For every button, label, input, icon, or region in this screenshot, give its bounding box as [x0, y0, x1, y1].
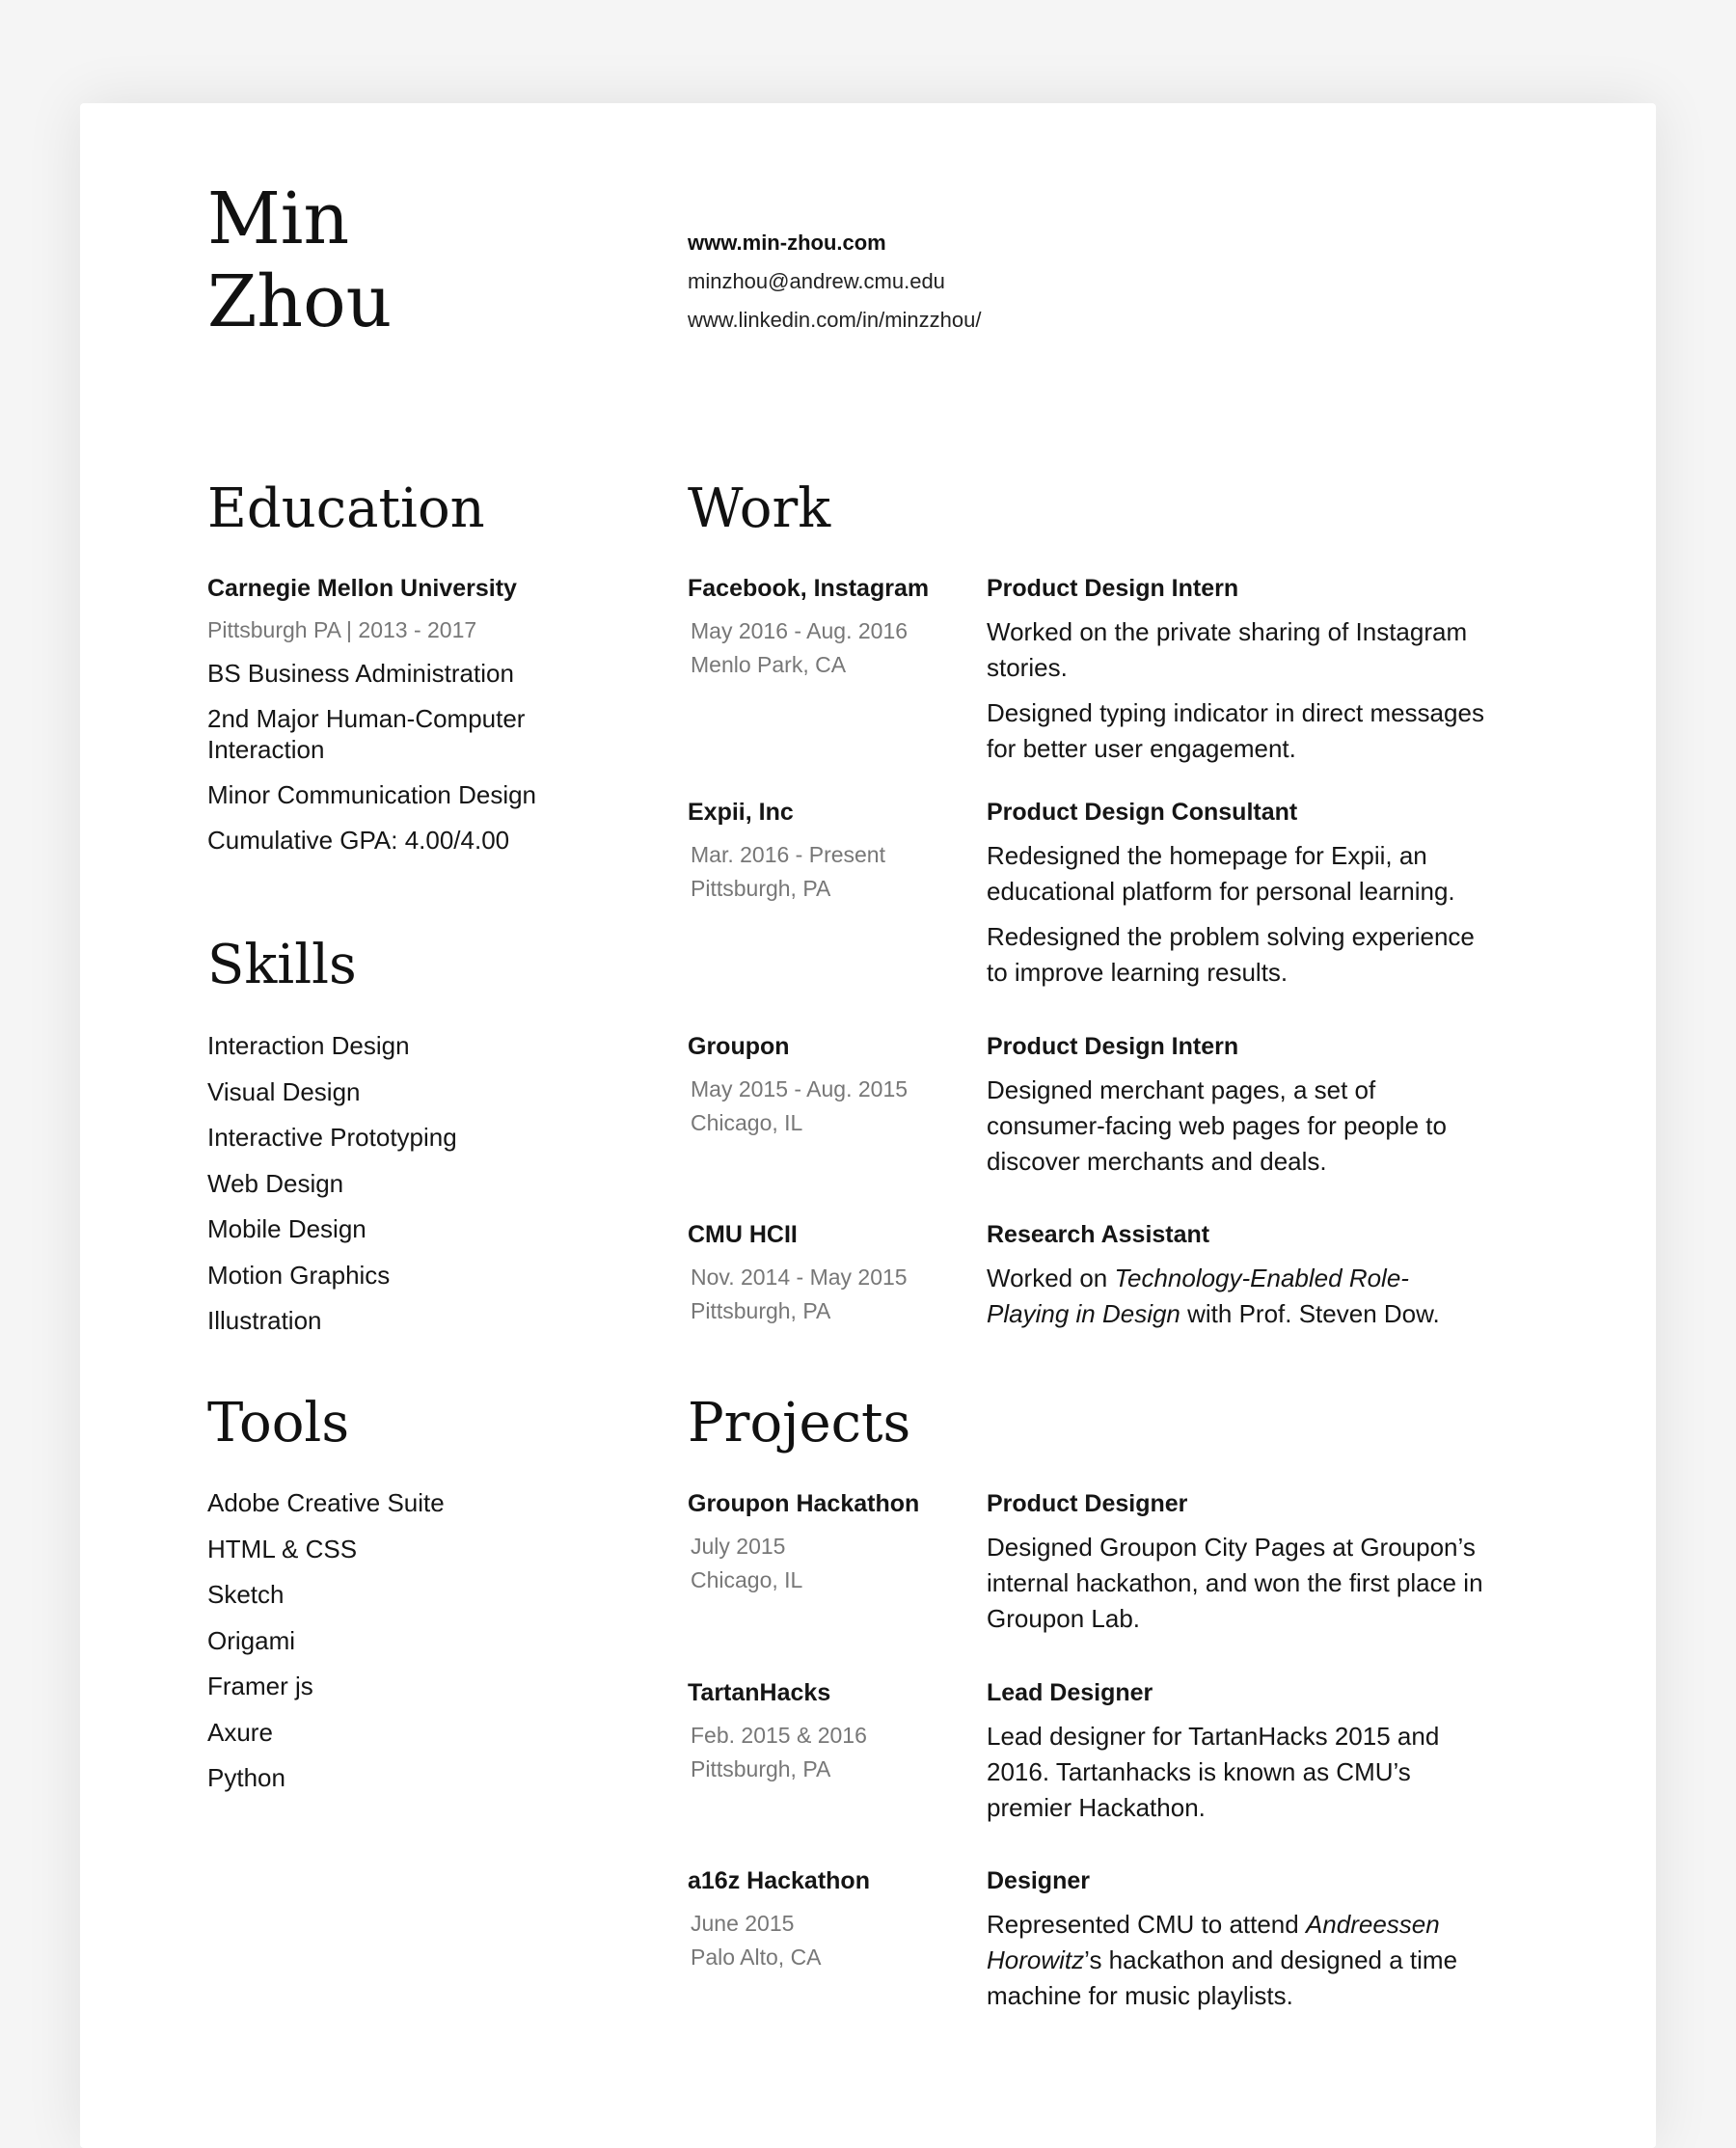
- project-entry: [688, 1863, 1498, 2014]
- work-description: Worked on the private sharing of Instagram stories.: [987, 617, 1468, 682]
- skill-item: Visual Design: [207, 1076, 361, 1106]
- project-role: Product Designer: [987, 1490, 1188, 1517]
- education-line: Minor Communication Design: [207, 780, 537, 809]
- work-description: Redesigned the problem solving experience to improve learning results.: [987, 922, 1475, 987]
- work-role: Product Design Consultant: [987, 799, 1298, 826]
- skill-item: Interaction Design: [207, 1031, 410, 1060]
- skill-item: Mobile Design: [207, 1214, 366, 1243]
- linkedin-link[interactable]: www.linkedin.com/in/minzzhou/: [688, 308, 982, 332]
- skill-item: Web Design: [207, 1168, 344, 1198]
- tool-item: Axure: [207, 1717, 273, 1747]
- tools-heading: Tools: [207, 1392, 350, 1455]
- work-section: [688, 571, 1498, 1332]
- last-name: Zhou: [207, 260, 393, 343]
- desc-text: Represented CMU to attend: [987, 1910, 1306, 1939]
- email-link[interactable]: minzhou@andrew.cmu.edu: [688, 269, 945, 293]
- desc-text: Worked on: [987, 1264, 1115, 1292]
- work-org: Expii, Inc: [688, 799, 794, 826]
- project-name: a16z Hackathon: [688, 1867, 870, 1894]
- desc-text: with Prof. Steven Dow.: [1180, 1299, 1440, 1328]
- work-dates: Mar. 2016 - Present: [691, 842, 885, 867]
- skill-item: Interactive Prototyping: [207, 1123, 457, 1152]
- skills-list: [207, 1023, 457, 1345]
- work-heading: Work: [688, 477, 831, 540]
- work-dates: Nov. 2014 - May 2015: [691, 1264, 908, 1290]
- project-entry: [688, 1486, 1498, 1675]
- project-description: [987, 1907, 1488, 2014]
- work-description: [987, 1261, 1488, 1332]
- desc-emphasis: Technology-Enabled Role-Playing in Design: [987, 1264, 1409, 1328]
- work-role: Research Assistant: [987, 1221, 1210, 1248]
- work-dates: May 2016 - Aug. 2016: [691, 618, 909, 643]
- project-description: Lead designer for TartanHacks 2015 and 2016. Tartanhacks is known as CMU’s premier Hackathon.: [987, 1722, 1440, 1822]
- work-org: Groupon: [688, 1033, 790, 1060]
- tool-item: Origami: [207, 1625, 296, 1655]
- work-org: Facebook, Instagram: [688, 575, 930, 602]
- project-entry: [688, 1675, 1498, 1863]
- project-dates: July 2015: [691, 1534, 786, 1559]
- project-location: Pittsburgh, PA: [691, 1756, 831, 1781]
- education-heading: Education: [207, 477, 485, 540]
- project-location: Chicago, IL: [691, 1567, 803, 1592]
- work-location: Pittsburgh, PA: [691, 876, 831, 901]
- work-role: Product Design Intern: [987, 575, 1239, 602]
- project-dates: Feb. 2015 & 2016: [691, 1723, 867, 1748]
- project-name: TartanHacks: [688, 1679, 831, 1706]
- desc-emphasis: Andreessen Horowitz: [987, 1910, 1440, 1974]
- tool-item: Adobe Creative Suite: [207, 1488, 445, 1517]
- project-location: Palo Alto, CA: [691, 1944, 822, 1970]
- work-description: Redesigned the homepage for Expii, an educational platform for personal learning.: [987, 841, 1455, 906]
- tool-item: Sketch: [207, 1580, 285, 1609]
- resume-name: [207, 177, 392, 343]
- skill-item: Motion Graphics: [207, 1260, 391, 1290]
- tool-item: Framer js: [207, 1672, 313, 1700]
- website-link[interactable]: www.min-zhou.com: [688, 231, 886, 255]
- school-name: Carnegie Mellon University: [207, 575, 517, 602]
- work-entry: [688, 571, 1498, 795]
- skills-heading: Skills: [207, 934, 357, 996]
- project-role: Designer: [987, 1867, 1090, 1894]
- work-entry: [688, 1029, 1498, 1217]
- contact-info: [688, 224, 981, 340]
- desc-text: ’s hackathon and designed a time machine for music playlists.: [987, 1945, 1458, 2010]
- project-name: Groupon Hackathon: [688, 1490, 920, 1517]
- projects-section: [688, 1486, 1498, 2014]
- work-dates: May 2015 - Aug. 2015: [691, 1076, 909, 1101]
- work-location: Menlo Park, CA: [691, 652, 847, 677]
- first-name: Min: [207, 177, 350, 260]
- education-line: BS Business Administration: [207, 659, 514, 688]
- education-section: [207, 571, 632, 870]
- education-line: 2nd Major Human-Computer Interaction: [207, 704, 526, 764]
- tool-item: Python: [207, 1763, 285, 1792]
- projects-heading: Projects: [688, 1392, 911, 1455]
- work-description: Designed merchant pages, a set of consumer-facing web pages for people to discover merchants and deals.: [987, 1075, 1447, 1176]
- tools-list: [207, 1481, 445, 1802]
- skill-item: Illustration: [207, 1306, 322, 1335]
- work-role: Product Design Intern: [987, 1033, 1239, 1060]
- project-role: Lead Designer: [987, 1679, 1153, 1706]
- work-entry: [688, 1217, 1498, 1332]
- work-entry: [688, 795, 1498, 1029]
- work-location: Pittsburgh, PA: [691, 1298, 831, 1323]
- project-description: Designed Groupon City Pages at Groupon’s internal hackathon, and won the first place in Groupon Lab.: [987, 1533, 1483, 1633]
- tool-item: HTML & CSS: [207, 1534, 358, 1563]
- education-line: Cumulative GPA: 4.00/4.00: [207, 826, 510, 855]
- work-org: CMU HCII: [688, 1221, 798, 1248]
- school-meta: Pittsburgh PA | 2013 - 2017: [207, 617, 477, 642]
- work-location: Chicago, IL: [691, 1110, 803, 1135]
- project-dates: June 2015: [691, 1911, 795, 1936]
- work-description: Designed typing indicator in direct messages for better user engagement.: [987, 698, 1484, 763]
